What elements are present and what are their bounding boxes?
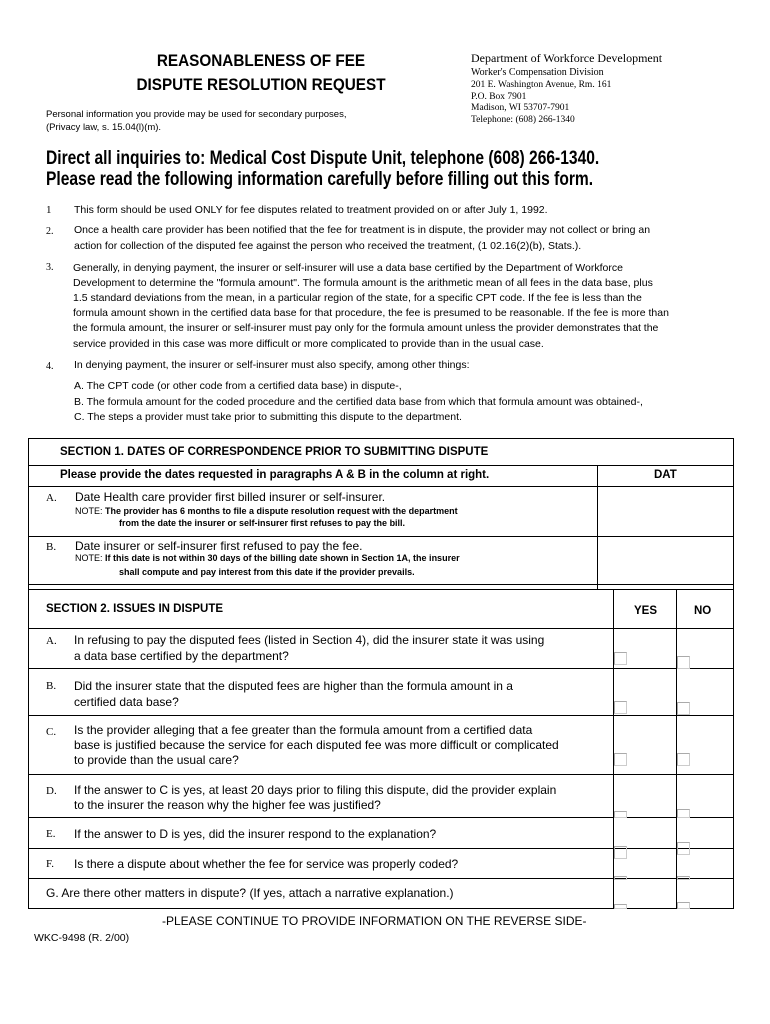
section1-a-note-line2 [119, 518, 405, 529]
question-d-line2: to the insurer the reason why the higher fee was justified? [74, 798, 381, 812]
department-name: Department of Workforce Development [471, 51, 663, 65]
inquiries-line1: Direct all inquiries to: Medical Cost Dispute Unit, telephone (608) 266-1340. [46, 148, 600, 169]
note-text: The provider has 6 months to file a dispute resolution request with the department [105, 506, 458, 516]
instruction-4-line1: In denying payment, the insurer or self-insurer must also specify, among other things: [74, 359, 470, 371]
note-label: NOTE: [75, 553, 103, 563]
question-e-line1: If the answer to D is yes, did the insurer respond to the explanation? [74, 827, 437, 841]
date-column-header: DAT [654, 469, 677, 481]
instruction-3-line1: Generally, in denying payment, the insurer or self-insurer will use a data base certified by the Department of Workforce [73, 262, 623, 274]
note-label: NOTE: [75, 506, 103, 516]
instruction-4-item-c: C. The steps a provider must take prior to submitting this dispute to the department. [74, 411, 462, 423]
question-f-yes-checkbox[interactable] [614, 876, 627, 880]
question-e-no-checkbox[interactable] [677, 842, 690, 855]
question-a-line1: In refusing to pay the disputed fees (listed in Section 4), did the insurer state it was using [74, 633, 545, 647]
question-b-yes-checkbox[interactable] [614, 701, 627, 714]
telephone: Telephone: (608) 266-1340 [471, 115, 575, 125]
address-line2: P.O. Box 7901 [471, 92, 527, 102]
question-f-letter: F. [46, 858, 54, 870]
instruction-4-item-a: A. The CPT code (or other code from a certified data base) in dispute-, [74, 380, 402, 392]
question-d-line1: If the answer to C is yes, at least 20 days prior to filing this dispute, did the provider explain [74, 783, 557, 797]
section1-title: SECTION 1. DATES OF CORRESPONDENCE PRIOR TO SUBMITTING DISPUTE [60, 446, 489, 458]
note-text-2: shall compute and pay interest from this date if the provider prevails. [119, 567, 415, 577]
section1-a-letter: A. [46, 492, 57, 504]
question-c-line1: Is the provider alleging that a fee greater than the formula amount from a certified data [74, 723, 533, 737]
instruction-4-item-b: B. The formula amount for the coded procedure and the certified data base from which that formula amount was obtained-, [74, 396, 643, 408]
instruction-3-line3: 1.5 standard deviations from the mean, in a particular region of the state, for a specific CPT code. If the fee is less than the [73, 292, 642, 304]
question-g-line1: G. Are there other matters in dispute? (If yes, attach a narrative explanation.) [46, 886, 454, 900]
section1-b-letter: B. [46, 541, 57, 553]
question-a-letter: A. [46, 635, 57, 647]
section1-a-text: Date Health care provider first billed insurer or self-insurer. [75, 490, 386, 504]
section1-subtitle: Please provide the dates requested in paragraphs A & B in the column at right. [60, 469, 490, 481]
privacy-line2: (Privacy law, s. 15.04(l)(m). [46, 122, 162, 133]
yes-column-header: YES [634, 605, 658, 617]
privacy-line1: Personal information you provide may be used for secondary purposes, [46, 109, 347, 120]
inquiries-line2: Please read the following information carefully before filling out this form. [46, 169, 594, 190]
question-d-yes-checkbox[interactable] [614, 811, 627, 818]
section1-b-note-line2 [119, 567, 415, 578]
question-g-no-checkbox[interactable] [677, 902, 690, 909]
question-c-yes-checkbox[interactable] [614, 753, 627, 766]
no-column-header: NO [694, 605, 712, 617]
division-name: Worker's Compensation Division [471, 67, 604, 78]
question-c-letter: C. [46, 726, 57, 738]
section2-title: SECTION 2. ISSUES IN DISPUTE [46, 603, 224, 615]
question-d-no-checkbox[interactable] [677, 809, 690, 818]
instruction-3-line2: Development to determine the "formula amount". The formula amount is the arithmetic mean of all fees in the data base, plus [73, 277, 653, 289]
instruction-1-text: This form should be used ONLY for fee disputes related to treatment provided on or after July 1, 1992. [74, 204, 548, 216]
instruction-2-line1: Once a health care provider has been notified that the fee for treatment is in dispute, the provider may not collect or bring an [74, 224, 651, 236]
question-e-yes-checkbox[interactable] [614, 846, 627, 859]
question-b-letter: B. [46, 680, 57, 692]
address-line3: Madison, WI 53707-7901 [471, 103, 570, 113]
instruction-1-number: 1 [46, 204, 52, 216]
instruction-2-number: 2. [46, 226, 54, 237]
question-c-line3: to provide than the usual care? [74, 753, 239, 767]
question-c-line2: base is justified because the service for each disputed fee was more difficult or complicated [74, 738, 559, 752]
instruction-3-number: 3. [46, 262, 54, 273]
note-text-2: from the date the insurer or self-insurer first refuses to pay the bill. [119, 518, 406, 528]
note-text: If this date is not within 30 days of the billing date shown in Section 1A, the insurer [105, 553, 460, 563]
question-a-line2: a data base certified by the department? [74, 649, 289, 663]
instruction-3-line4: formula amount shown in the certified data base for that procedure, the fee is presumed to be reasonable. If the fee is more than [73, 307, 669, 319]
question-e-letter: E. [46, 828, 56, 840]
question-f-no-checkbox[interactable] [677, 876, 690, 880]
instruction-3-line5: the formula amount, the insurer or self-insurer must pay only for the formula amount unless the provider demonstrates that the [73, 322, 659, 334]
section1-b-text: Date insurer or self-insurer first refused to pay the fee. [75, 539, 363, 553]
section1-a-note-line1 [75, 506, 458, 517]
instruction-2-line2: action for collection of the disputed fee against the person who received the treatment, (1 02.16(2)(b), Stats.). [74, 240, 582, 252]
form-title-line2: DISPUTE RESOLUTION REQUEST [136, 75, 386, 94]
continue-notice: -PLEASE CONTINUE TO PROVIDE INFORMATION ON THE REVERSE SIDE- [162, 914, 587, 928]
question-a-no-checkbox[interactable] [677, 656, 690, 669]
question-b-line2: certified data base? [74, 695, 179, 709]
instruction-3-line6: service provided in this case was more difficult or more complicated to provide than in the usual case. [73, 338, 544, 350]
form-id: WKC-9498 (R. 2/00) [34, 932, 130, 944]
question-b-line1: Did the insurer state that the disputed fees are higher than the formula amount in a [74, 679, 513, 693]
question-d-letter: D. [46, 785, 57, 797]
date-input-b[interactable] [599, 538, 732, 583]
question-g-yes-checkbox[interactable] [614, 904, 627, 909]
date-input-a[interactable] [599, 488, 732, 535]
question-a-yes-checkbox[interactable] [614, 652, 627, 665]
question-f-line1: Is there a dispute about whether the fee for service was properly coded? [74, 857, 459, 871]
form-title-line1: REASONABLENESS OF FEE [156, 51, 366, 70]
question-b-no-checkbox[interactable] [677, 702, 690, 715]
instruction-4-number: 4. [46, 361, 54, 372]
question-c-no-checkbox[interactable] [677, 753, 690, 766]
section1-b-note-line1 [75, 553, 460, 564]
address-line1: 201 E. Washington Avenue, Rm. 161 [471, 80, 612, 90]
